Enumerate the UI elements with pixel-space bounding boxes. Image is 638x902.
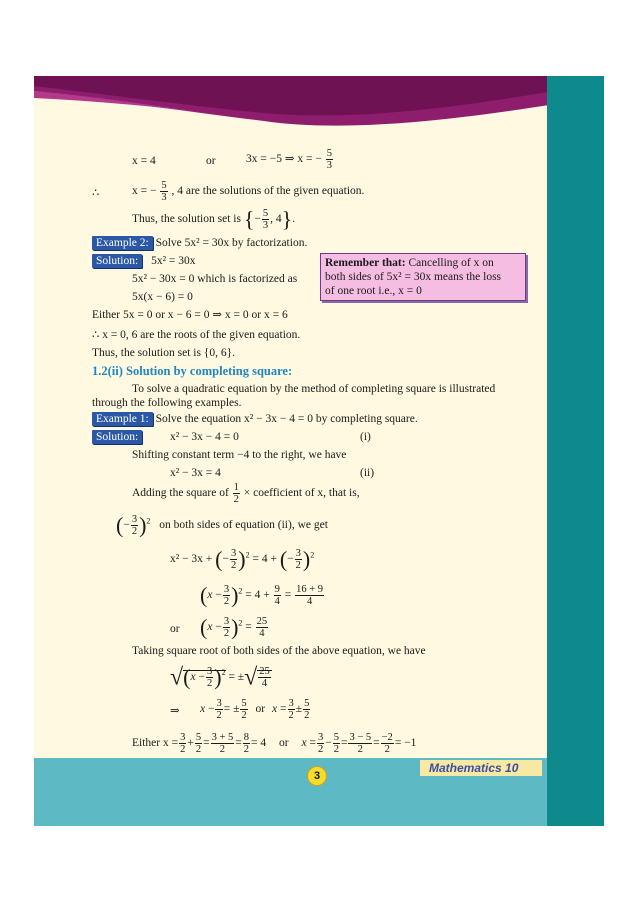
- paren-close: ): [231, 614, 239, 640]
- therefore-line: [132, 180, 364, 203]
- section-para-1: To solve a quadratic equation by the method of completing square is illustrated: [132, 383, 496, 395]
- frac-num: 1: [233, 482, 239, 493]
- frac-num: 3: [131, 514, 138, 525]
- adding-pre: Adding the square of: [132, 487, 229, 500]
- paren-open: (: [279, 546, 288, 572]
- sqrt-symbol-2: √: [244, 664, 258, 691]
- result-1: = 4: [251, 737, 267, 750]
- step-1: 5x² = 30x: [151, 255, 196, 267]
- paren-close: ): [139, 512, 147, 538]
- exponent: 2: [245, 550, 250, 560]
- remember-title: Remember that:: [325, 257, 406, 269]
- fraction: [295, 584, 324, 607]
- exponent: 2: [146, 516, 151, 526]
- remember-text-1: Cancelling of x on: [405, 257, 494, 269]
- example-2-text: Solve 5x² = 30x by factorization.: [155, 237, 308, 249]
- solution-label-2: Solution:: [92, 430, 142, 444]
- frac-den: 2: [223, 596, 230, 607]
- section-heading: 1.2(ii) Solution by completing square:: [92, 364, 293, 378]
- implies-symbol: ⇒: [170, 705, 180, 717]
- taking-root-line: Taking square root of both sides of the above equation, we have: [132, 645, 426, 657]
- frac-den: 4: [274, 596, 280, 607]
- frac-den: 2: [223, 628, 230, 639]
- exponent: 2: [238, 618, 243, 628]
- completing-line-b: (x − $\frac{3}{2}$ )$^2$ = 4 + $\frac{9}{4}$ = $\frac{16 + 9}{4}$: [200, 582, 324, 608]
- page-content: [34, 76, 604, 826]
- line-a-mid: = 4 +: [252, 553, 277, 566]
- line-c-eq: =: [245, 621, 252, 634]
- solution-set-line-1: Thus, the solution set is {− $\frac{5}{3}$ , 4}.: [132, 206, 296, 232]
- example-2-line: [92, 236, 307, 250]
- either-line: Either 5x = 0 or x − 6 = 0 ⇒ x = 0 or x = 6: [92, 309, 288, 321]
- fraction: [233, 482, 240, 505]
- result-2: = −1: [394, 737, 417, 750]
- frac-num: 5: [262, 208, 269, 219]
- therefore-post: , 4 are the solutions of the given equation.: [171, 185, 365, 198]
- sqrt-symbol: √: [170, 664, 184, 691]
- frac-num: 3: [231, 548, 237, 559]
- or-text: [206, 154, 216, 168]
- sqrt-radicand: (x − $\frac{3}{2}$ )$^2$: [183, 664, 226, 690]
- frac-den: 4: [259, 628, 265, 639]
- remember-text-3: of one root i.e., x = 0: [325, 285, 422, 297]
- eq-left: x = 4: [132, 155, 156, 167]
- step-3: 5x(x − 6) = 0: [132, 291, 193, 303]
- frac-num: 25: [256, 616, 268, 627]
- exponent: 2: [238, 586, 243, 596]
- frac-num: 5: [326, 148, 332, 159]
- paren-open: (: [116, 512, 124, 538]
- paren-open: (: [200, 582, 208, 608]
- solution-set-pre: Thus, the solution set is: [132, 213, 241, 226]
- page-number: 3: [307, 766, 327, 786]
- either-text: Either x =: [132, 737, 179, 750]
- frac-num: 16 + 9: [296, 584, 324, 595]
- therefore-sym: ∴: [92, 187, 100, 199]
- paren-close: ): [302, 546, 311, 572]
- or-label: or: [170, 623, 180, 635]
- line-a-pre: x² − 3x +: [170, 553, 213, 566]
- example-1-label: Example 1:: [92, 412, 153, 426]
- fraction: [223, 584, 230, 607]
- remember-box: [320, 253, 526, 301]
- step-2: 5x² − 30x = 0 which is factorized as: [132, 273, 298, 285]
- section-para-2: through the following examples.: [92, 397, 242, 409]
- fraction: [326, 148, 333, 171]
- implies-line: x − $\frac{3}{2}$ = ± $\frac{5}{2}$ or x = $\frac{3}{2}$ ± $\frac{5}{2}$: [200, 698, 310, 721]
- fraction: [295, 548, 302, 571]
- eq-1-tag: (i): [360, 431, 371, 443]
- line-b-mid: = 4 +: [245, 589, 270, 602]
- solution-set-line-2: Thus, the solution set is {0, 6}.: [92, 347, 235, 359]
- frac-den: 3: [161, 192, 167, 203]
- frac-num: 3: [295, 548, 301, 559]
- fraction: [274, 584, 281, 607]
- brace-open: {: [243, 206, 255, 232]
- eq-2: x² − 3x = 4: [170, 467, 221, 479]
- frac-num: 3: [223, 616, 230, 627]
- fraction: [160, 180, 167, 203]
- eq-1: x² − 3x − 4 = 0: [170, 431, 239, 443]
- both-sides-text: on both sides of equation (ii), we get: [159, 519, 328, 532]
- frac-den: 4: [306, 596, 313, 607]
- shift-line: Shifting constant term −4 to the right, we have: [132, 449, 347, 461]
- page-area: [34, 76, 604, 826]
- completing-line-c: (x − $\frac{3}{2}$ )$^2$ = $\frac{25}{4}$: [200, 614, 268, 640]
- solution-label: Solution:: [92, 254, 142, 268]
- fraction: [262, 208, 269, 231]
- eq-2-tag: (ii): [360, 467, 375, 479]
- frac-den: 2: [233, 494, 239, 505]
- fraction: [131, 514, 138, 537]
- adding-line: [132, 482, 360, 505]
- paren-close: ): [238, 546, 246, 572]
- completing-line-a: x² − 3x + (− $\frac{3}{2}$ )$^2$ = 4 + (− $\frac{3}{2}$ )$^2$: [170, 546, 315, 572]
- roots-line: ∴ x = 0, 6 are the roots of the given equation.: [92, 329, 301, 341]
- example-2-label: Example 2:: [92, 236, 153, 250]
- sqrt-radicand-2: $\frac{25}{4}$: [259, 666, 270, 689]
- adding-post: × coefficient of x, that is,: [243, 487, 360, 500]
- example-1-line: [92, 412, 418, 426]
- example-1-solution: [92, 430, 142, 444]
- frac-den: 2: [131, 526, 138, 537]
- therefore-pre: x = −: [132, 185, 157, 198]
- fraction: [230, 548, 237, 571]
- example-2-solution-line: [92, 254, 196, 268]
- paren-open: (: [200, 614, 208, 640]
- frac-den: 3: [326, 160, 332, 171]
- remember-text-2: both sides of 5x² = 30x means the loss: [325, 271, 502, 283]
- or-word: or: [206, 155, 216, 167]
- footer-title: Mathematics 10: [429, 761, 519, 775]
- equation-line-1: [132, 154, 156, 168]
- equation-line-1-right: [246, 148, 334, 171]
- example-1-text: Solve the equation x² − 3x − 4 = 0 by completing square.: [155, 413, 418, 425]
- paren-close: ): [231, 582, 239, 608]
- frac-den: 3: [262, 220, 269, 231]
- line-b-eq: =: [284, 589, 292, 602]
- frac-num: 5: [161, 180, 167, 191]
- frac-num: 9: [274, 584, 280, 595]
- fraction: [223, 616, 230, 639]
- eq-right: 3x = −5 ⇒ x = −: [246, 153, 322, 166]
- brace-close: }: [281, 206, 293, 232]
- frac-num: 3: [223, 584, 230, 595]
- fraction: [256, 616, 269, 639]
- exponent: 2: [310, 550, 315, 560]
- therefore-symbol: [92, 186, 99, 200]
- frac-den: 2: [295, 560, 301, 571]
- set-post: , 4: [270, 213, 282, 226]
- sqrt-line: √(x − $\frac{3}{2}$ )$^2$ = ±√ $\frac{25}{4}$: [170, 664, 270, 691]
- squared-term-line: (− $\frac{3}{2}$ )$^2$ on both sides of equation (ii), we get: [116, 512, 328, 538]
- frac-den: 2: [231, 560, 237, 571]
- or-text-2: or: [279, 737, 289, 750]
- final-line: Either x = $\frac{3}{2}$ + $\frac{5}{2}$ = $\frac{3 + 5}{2}$ = $\frac{8}{2}$ = 4 or x = $\frac{3}{2}$ − $\frac{5}{2}$ = $\frac{3 - 5}{2}$ = $\frac{-2}{2}$ = −1: [132, 732, 417, 755]
- paren-open: (: [215, 546, 223, 572]
